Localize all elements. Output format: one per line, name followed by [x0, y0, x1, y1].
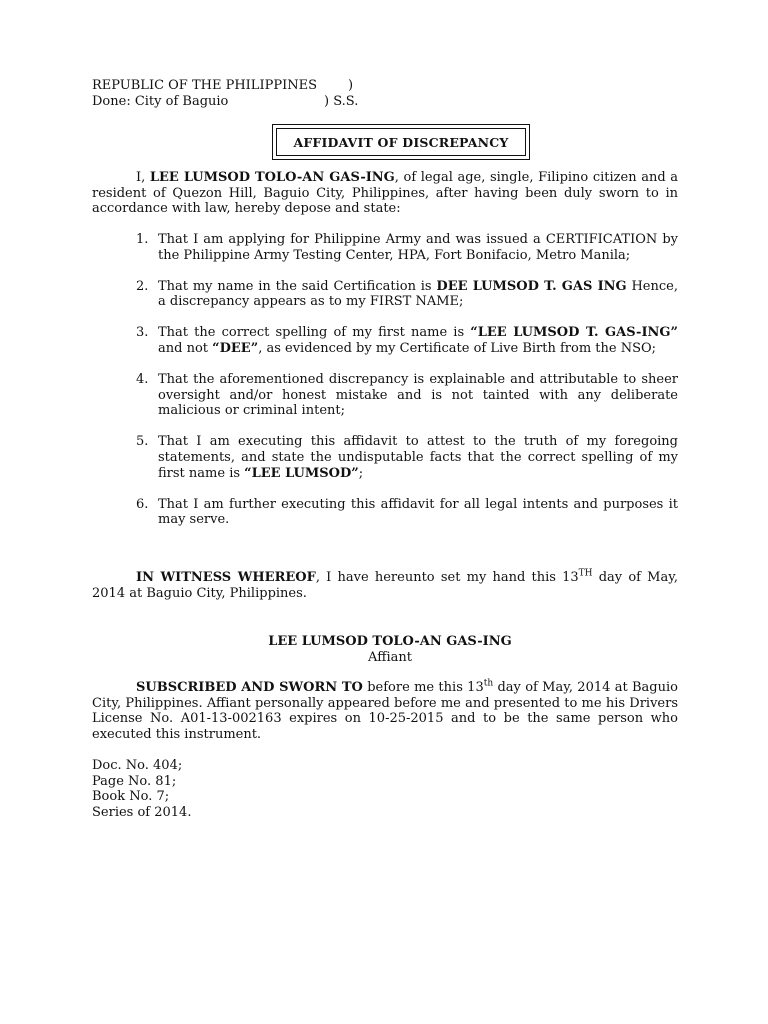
venue-ss: ) S.S. [324, 94, 359, 109]
witness-heading: IN WITNESS WHEREOF [136, 570, 316, 585]
venue-city: Done: City of Baguio [92, 94, 229, 109]
item-text-post: Hence, a discrepancy appears as to my FIRST NAME; [158, 278, 678, 310]
item-bold: DEE LUMSOD T. GAS ING [436, 278, 627, 294]
statement-item [136, 434, 678, 481]
notarial-register-info [92, 758, 191, 820]
title-box [272, 124, 530, 160]
jurat-text-pre: before me this 13 [362, 680, 484, 695]
witness-ordinal-suffix: TH [578, 568, 593, 579]
jurat-paragraph [92, 680, 678, 742]
statement-item [136, 372, 678, 419]
jurat-heading: SUBSCRIBED AND SWORN TO [136, 680, 363, 695]
item-number: 2. [136, 278, 149, 294]
page-number: Page No. 81; [92, 773, 177, 789]
item-text: That I am applying for Philippine Army and was issued a CERTIFICATION by the Philippine Army Testing Center, HPA, Fort Bonifacio, Metro Manila; [158, 232, 678, 263]
item-bold: “LEE LUMSOD” [244, 465, 359, 481]
witness-text-pre: , I have hereunto set my hand this 13 [315, 570, 579, 585]
item-text-post: ; [358, 465, 364, 481]
item-number: 6. [136, 496, 149, 512]
venue-line-2 [92, 94, 358, 110]
venue-block [92, 78, 358, 110]
statement-item [136, 325, 678, 356]
series-year: Series of 2014. [92, 804, 192, 820]
intro-lead: I, [136, 170, 150, 185]
witness-text-post: day of May, 2014 at Baguio City, Philippines. [92, 570, 678, 601]
item-bold-correct-name: “LEE LUMSOD T. GAS-ING” [470, 325, 678, 341]
statement-item [136, 497, 678, 528]
item-text-pre: That my name in the said Certification is [158, 278, 437, 294]
item-text-post: , as evidenced by my Certificate of Live Birth from the NSO; [258, 340, 657, 356]
venue-line-1 [92, 78, 358, 94]
item-text: That I am further executing this affidavit for all legal intents and purposes it may serve. [158, 496, 678, 528]
item-text-pre: That the correct spelling of my first name is [158, 325, 471, 341]
item-number: 5. [136, 434, 149, 450]
signature-block [180, 634, 600, 666]
item-number: 1. [136, 232, 149, 247]
item-text-mid: and not [158, 340, 213, 356]
statement-list [136, 232, 678, 543]
witness-paragraph [92, 570, 678, 601]
affiant-name-inline: LEE LUMSOD TOLO-AN GAS-ING [149, 170, 395, 185]
statement-item [136, 232, 678, 263]
item-bold-wrong-name: “DEE” [212, 340, 259, 356]
jurat-ordinal-suffix: th [483, 678, 494, 689]
affiant-name: LEE LUMSOD TOLO-AN GAS-ING [268, 634, 512, 649]
venue-republic: REPUBLIC OF THE PHILIPPINES [92, 78, 317, 93]
intro-rest: , of legal age, single, Filipino citizen and a resident of Quezon Hill, Baguio City, Philippines, after having been duly sworn to in accordance with law, hereby depose and state: [92, 170, 678, 217]
item-text: That the aforementioned discrepancy is explainable and attributable to sheer oversight and/or honest mistake and is not tainted with any deliberate malicious or criminal intent; [158, 372, 678, 419]
book-number: Book No. 7; [92, 789, 170, 805]
item-number: 4. [136, 372, 149, 388]
item-number: 3. [136, 325, 149, 341]
doc-number: Doc. No. 404; [92, 758, 183, 773]
intro-paragraph [92, 170, 678, 217]
item-text-pre: That I am executing this affidavit to attest to the truth of my foregoing statements, and state the undisputable facts that the correct spelling of my first name is [158, 434, 678, 481]
venue-paren-1: ) [348, 78, 354, 93]
affiant-label: Affiant [368, 650, 412, 665]
statement-item [136, 279, 678, 310]
document-title: AFFIDAVIT OF DISCREPANCY [276, 128, 526, 156]
jurat-text-post: day of May, 2014 at Baguio City, Philippines. Affiant personally appeared before me and presented to me his Drivers License No. A01-13-002163 expires on 10-25-2015 and to be the same person who executed this instrument. [92, 680, 678, 742]
